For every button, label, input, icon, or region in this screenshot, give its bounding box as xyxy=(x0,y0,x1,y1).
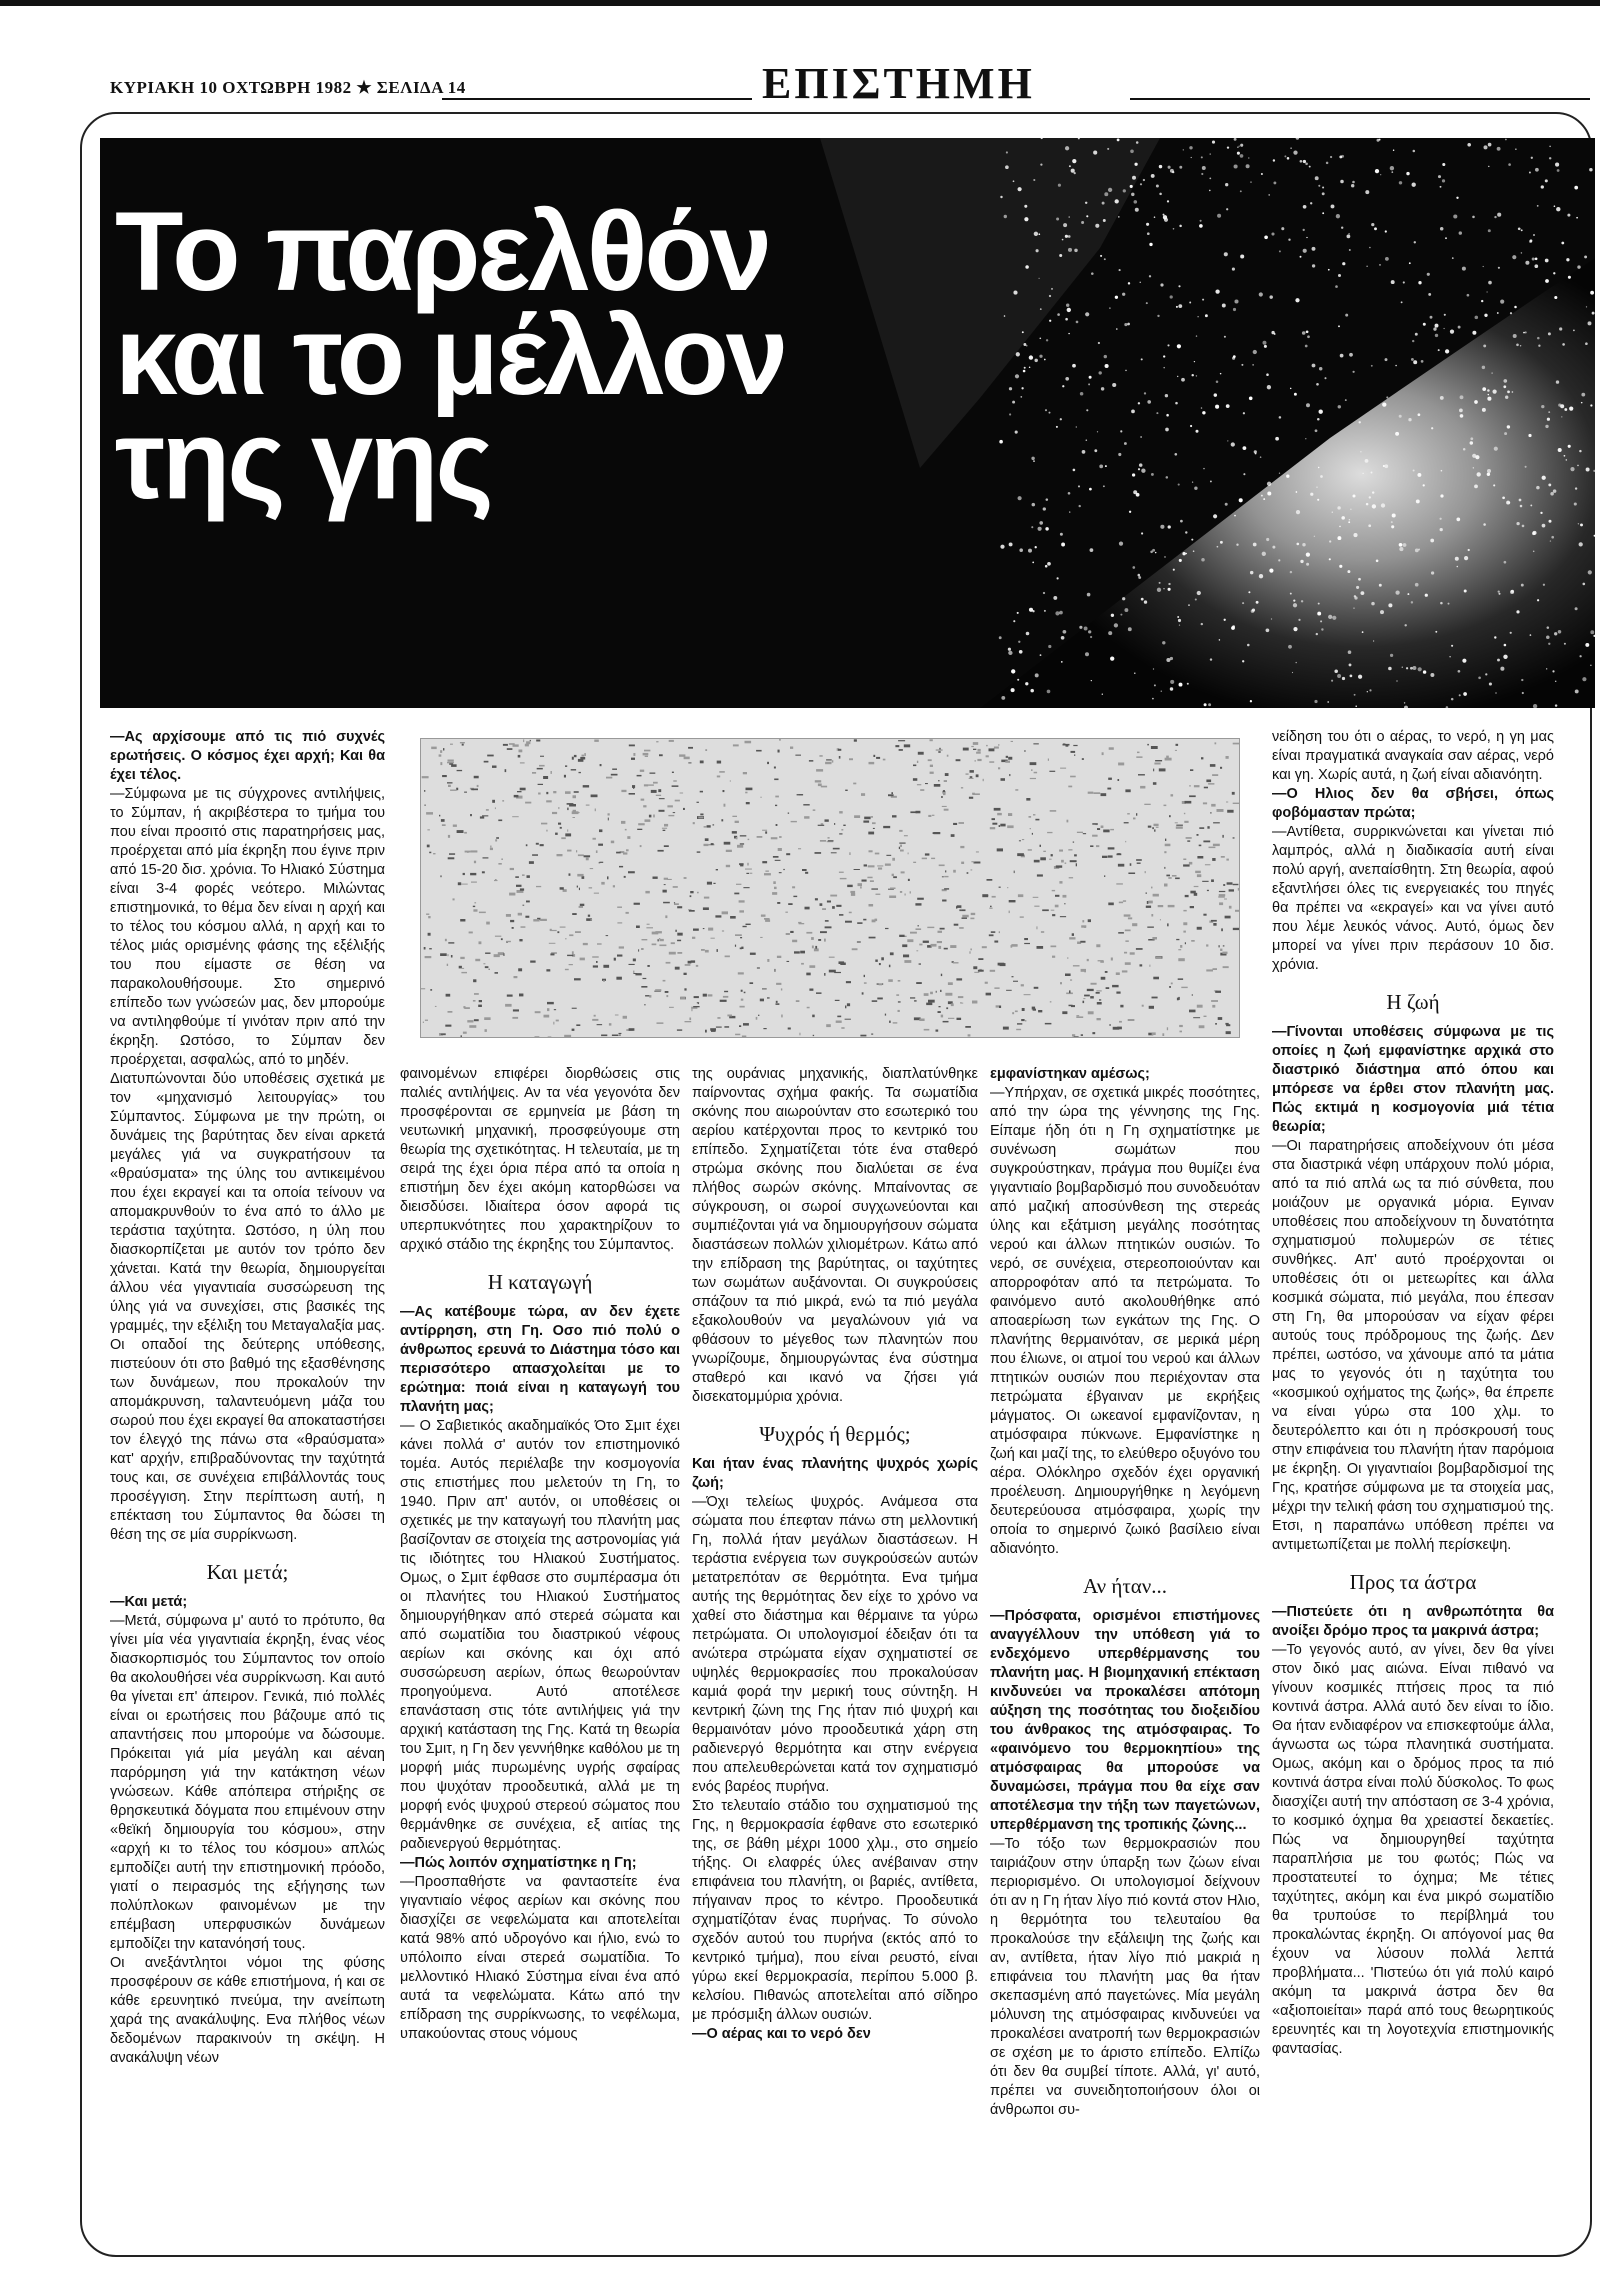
paragraph: εμφανίστηκαν αμέσως; xyxy=(990,1066,1150,1082)
headline-line-3: της γης xyxy=(115,397,491,522)
header-rule-right xyxy=(1130,98,1590,100)
heading-pros-ta-astra: Προς τα άστρα xyxy=(1349,1570,1477,1594)
inset-image xyxy=(420,738,1240,1038)
paragraph: —Ο Ηλιος δεν θα σβήσει, όπως φοβόμασταν πρώτα; xyxy=(1272,786,1554,821)
column-2 xyxy=(400,1065,680,2044)
noise-pattern xyxy=(421,739,1240,1038)
page-header xyxy=(110,59,1590,112)
column-4 xyxy=(990,1065,1260,2120)
col2-after xyxy=(400,1303,680,2044)
paragraph: —Υπήρχαν, σε σχετικά μικρές ποσότητες, από την ώρα της γέννησης της Γης. Είπαμε ήδη ότι η Γη σχηματίστηκε με συνένωση σωμάτων που συγκρούστηκαν, πράγμα που θυμίζει ένα γιγαντιαίο βομβαρδισμό που συνοδευόταν από μαζική αποσύνθεση της στερεάς ύλης και εξάτμιση μεγάλης ποσότητας νερού και άλλων πτητικών ουσιών. Το νερό, σε συνέχεια, στερεοποιούνταν και απορροφόταν από τα πετρώματα. Το φαινόμενο αυτό ακολουθήθηκε από αποαερίωση των εγκάτων της Γης. Ο πλανήτης θερμαινόταν, σε μερικά μέρη που έλιωνε, οι ατμοί του νερού και άλλων πτητικών ουσιών που περιέχονταν στα πετρώματα έβγαιναν με εκρήξεις μάγματος. Οι ωκεανοί εμφανίζονταν, η ατμόσφαιρα πύκνωνε. Εμφανίστηκε η ζωή και μαζί της, το ελεύθερο οξυγόνο του αέρα. Ολόκληρο σχεδόν έχει οργανική προέλευση. Δημιουργήθηκε η λεγόμενη δευτερεύουσα ατμόσφαιρα, χωρίς την οποία το σημερινό ζωικό βασίλειο είναι αδιανόητο. xyxy=(990,1085,1261,1557)
paragraph: —Και μετά; xyxy=(110,1594,188,1610)
col2-body xyxy=(400,1065,680,1255)
paragraph: Οι ανεξάντλητοι νόμοι της φύσης προσφέρουν σε κάθε επιστήμονα, ή και σε κάθε ερευνητικό πνεύμα, την ανείπωτη χαρά της ανακάλυψης. Ενα πλήθος νέων δεδομένων παρακινούν τη σκέψη. Η ανακάλυψη νέων xyxy=(110,1955,385,2066)
col1-body xyxy=(110,728,385,1545)
section-title: ΕΠΙΣΤΗΜΗ xyxy=(762,59,1035,108)
heading-psychros: Ψυχρός ή θερμός; xyxy=(759,1422,911,1446)
col1-after xyxy=(110,1593,385,2068)
paragraph: —Όχι τελείως ψυχρός. Ανάμεσα στα σώματα που έπεφταν πάνω στη μελλοντική Γη, πολλά ήταν μεγάλων διαστάσεων. Η τεράστια ενέργεια των συγκρούσεών αυτών μετατρεπόταν σε θερμότητα. Ενα τμήμα αυτής της θερμότητας δεν είχε το χρόνο να χαθεί στο διάστημα και θέρμαινε τα γύρω πετρώματα. Οι υπολογισμοί έδειξαν ότι τα ανώτερα στρώματα είχαν σχηματιστεί σε υψηλές θερμοκρασίες που προκαλούσαν καμιά φορά την μερική τους σύντηξη. Η κεντρική ζώνη της Γης ήταν πιό ψυχρή και θερμαινόταν μόνο προοδευτικά χάρη στη ραδιενεργό θερμότητα και στην ενέργεια που απελευθερώνεται κατά τον σχηματισμό ενός βαρέος πυρήνα. xyxy=(692,1494,978,1795)
column-1 xyxy=(110,728,385,2068)
paragraph: —Μετά, σύμφωνα μ' αυτό το πρότυπο, θα γίνει μία νέα γιγαντιαία έκρηξη, ένας νέος διασκορπισμός του Σύμπαντος τον οποίο θα ακολουθήσει νέα συρρίκνωση. Και αυτό θα γίνεται επ' άπειρον. Γενικά, πιό πολλές είναι οι ερωτήσεις που βάζουμε από τις απαντήσεις που μπορούμε να δώσουμε. Πρόκειται γιά μία μεγάλη και αέναη παρόρμηση γιά την κατάκτηση νέων γνώσεων. Κάθε απόπειρα στήριξης σε θρησκευτικά δόγματα που επιμένουν στην «θεϊκή δημιουργία του κόσμου», στην «αρχή κι το τέλος του κόσμου» απλώς εμποδίζει αυτή την επιστημονική πρόοδο, γιατί ο πειρασμός της εξήγησης των πολύπλοκων φαινομένων με την επέμβαση υπερφυσικών δυνάμεων εμποδίζει την κατανόησή τους. xyxy=(110,1613,385,1952)
col5-after2 xyxy=(1272,1603,1554,2059)
paragraph: —Γίνονται υποθέσεις σύμφωνα με τις οποίες η ζωή εμφανίστηκε αρχικά στο διαστρικό διάστημα από όπου και μπόρεσε να έρθει στον πλανήτη μας. Πώς εκτιμά η κοσμογονία μιά τέτια θεωρία; xyxy=(1272,1024,1554,1135)
column-3 xyxy=(692,1065,978,2044)
date-line: ΚΥΡΙΑΚΗ 10 ΟΧΤΩΒΡΗ 1982 ★ ΣΕΛΙΔΑ 14 xyxy=(110,78,466,97)
col4-after xyxy=(990,1607,1260,2120)
paragraph: — Ο Σαβιετικός ακαδημαϊκός Ότο Σμιτ έχει κάνει πολλά σ' αυτόν τον επιστημονικό τομέα. Αυτός περιέλαβε την κοσμογονία στις επιστήμες που μελετούν τη Γη, το 1940. Πριν απ' αυτόν, οι υποθέσεις οι σχετικές με την καταγωγή του πλανήτη μας βασίζονταν σε στοιχεία της αστρονομίας γιά τις ιδιότητες του Ηλιακού Συστήματος. Ομως, ο Σμιτ έφθασε στο συμπέρασμα ότι οι πλανήτες του Ηλιακού Συστήματος δημιουργήθηκαν από στερεά σώματα και από σωματίδια του διαστρικού νέφους αερίων και σκόνης και όχι από συσσώρευση αερίων, όπως θεωρούνταν προηγούμενα. Αυτό αποτέλεσε επανάσταση στις τότε αντιλήψεις γιά την αρχική κατάσταση της Γης. Κατά τη θεωρία του Σμιτ, η Γη δεν γεννήθηκε καθόλου με τη μορφή μιάς πυρωμένης υγρής σφαίρας που ψυχόταν προοδευτικά, αλλά με τη μορφή ενός ψυχρού στερεού σώματος που θερμάνθηκε σε συνέχεια, εξ αιτίας της ραδιενεργού θερμότητας. xyxy=(400,1418,680,1852)
paragraph: —Ο αέρας και το νερό δεν xyxy=(692,2026,871,2042)
headline-line-2: και το μέλλον xyxy=(115,293,786,418)
paragraph: —Αντίθετα, συρρικνώνεται και γίνεται πιό λαμπρός, αλλά η διαδικασία αυτή είναι πολύ αργή, ανεπαίσθητη. Στη θεωρία, αφού εξαντλήσει όλες τις ενεργειακές του πηγές θα πρέπει να «εκραγεί» και να γίνει αυτό που λέμε λευκός νάνος. Αυτό, όμως δεν μπορεί να γίνει πριν περάσουν 10 δισ. χρόνια. xyxy=(1272,824,1554,973)
top-rule xyxy=(0,0,1600,6)
paragraph: —Οι παρατηρήσεις αποδείχνουν ότι μέσα στα διαστρικά νέφη υπάρχουν πολύ μόρια, από τα πιό απλά ως τα πιό σύνθετα, που μοιάζουν με οργανικά μόρια. Εγιναν υποθέσεις που αποδείχνουν τη δυνατότητα σχηματισμού πολυμερών σε τέτιες συνθήκες. Απ' αυτό προέρχονται οι υποθέσεις ότι οι μετεωρίτες και άλλα κοσμικά σώματα, πιό μεγάλα, που έπεσαν στη Γη, θα μπορούσαν να είχαν φέρει αυτούς τους πρόδρομους της ζωής. Δεν πρέπει, ωστόσο, να χάνουμε από τα μάτια μας το γεγονός ότι η ταχύτητα του «κοσμικού οχήματος της ζωής», θα έπρεπε να είναι γύρω στα 100 χλμ. το δευτερόλεπτο και ότι η πρόσκρουσή τους στην επιφάνεια του πλανήτη ήταν παρόμοια με έκρηξη. Οι γιγαντιαίοι βομβαρδισμοί της Γης, κρατήσε σύμφωνα με τα στοιχεία μας, μέχρι την τελική φάση του σχηματισμού της. Ετσι, η παραπάνω υπόθεση πρέπει να αντιμετωπίζεται με πολλή περίσκεψη. xyxy=(1272,1138,1554,1553)
paragraph: της ουράνιας μηχανικής, διαπλατύνθηκε παίρνοντας σχήμα φακής. Τα σωματίδια σκόνης που αιωρούνταν στο εσωτερικό του αερίου κατέρχονται προς το κεντρικό του επίπεδο. Σχηματίζεται τότε ένα σταθερό στρώμα σκόνης που διαλύεται σε ένα πλήθος σωρών σκόνης. Μπαίνοντας σε σύγκρουση, οι σωροί συγχωνεύονται και συμπιέζονται γιά να δημιουργήσουν σώματα διαστάσεων πολλών χιλιομέτρων. Κάτω από την επίδραση της βαρύτητας, οι ταχύτητες των σωμάτων αυξάνονται. Οι συγκρούσεις σπάζουν τα πιό μικρά, ενώ τα πιό μεγάλα εξακολουθούν να μεγαλώνουν γιά να φθάσουν το μέγεθος των πλανητών που γνωρίζουμε, δημιουργώντας ένα σύστημα σταθερό και ικανό να ζήσει γιά δισεκατομμύρια χρόνια. xyxy=(692,1066,978,1405)
paragraph: —Το τόξο των θερμοκρασιών που ταιριάζουν στην ύπαρξη των ζώων είναι περιορισμένο. Οι υπολογισμοί δείχνουν ότι αν η Γη ήταν λίγο πιό κοντά στον Ηλιο, η θερμότητα του τελευταίου θα προκαλούσε την εξάλειψη της ζωής και αν, αντίθετα, ήταν λίγο πιό μακριά η επιφάνεια του πλανήτη μας θα ήταν σκεπασμένη από παγετώνες. Μία μεγάλη μόλυνση της ατμόσφαιρας κινδυνεύει να προκαλέσει ανατροπή των θερμοκρασιών σε σχέση με το άριστο επίπεδο. Ελπίζω ότι δεν θα συμβεί τίποτε. Αλλά, γι' αυτό, πρέπει να συνειδητοποιήσουν όλοι οι άνθρωποι συ- xyxy=(990,1836,1260,2118)
col5-after xyxy=(1272,1023,1554,1555)
column-5 xyxy=(1272,728,1554,2059)
paragraph: —Προσπαθήστε να φανταστείτε ένα γιγαντιαίο νέφος αερίων και σκόνης που διασχίζει σε νεφελώματα και αποτελείται κατά 98% από υδρογόνο και ήλιο, ενώ το υπόλοιπο είναι στερεά σωματίδια. Το μελλοντικό Ηλιακό Σύστημα είναι ένα από αυτά τα νεφελώματα. Κάτω από την επίδραση της συρρίκνωσης, το νεφέλωμα, υπακούοντας στους νόμους xyxy=(400,1874,680,2042)
paragraph: —Πρόσφατα, ορισμένοι επιστήμονες αναγγέλλουν την υπόθεση γιά το ενδεχόμενο υπερθέρμανσης του πλανήτη μας. Η βιομηχανική επέκταση κινδυνεύει να προκαλέσει απότομη αύξηση της ποσότητας του διοξειδίου του άνθρακος της ατμόσφαιρας. Το «φαινόμενο του θερμοκηπίου» της ατμόσφαιρας θα μπορούσε να δυναμώσει, πράγμα που θα είχε σαν αποτέλεσμα την τήξη των παγετώνων, υπερθέρμανση της τροπικής ζώνης... xyxy=(990,1608,1260,1833)
heading-an-itan: Αν ήταν... xyxy=(1082,1574,1168,1598)
col3-after xyxy=(692,1455,978,2044)
heading-kai-meta: Και μετά; xyxy=(206,1560,289,1584)
paragraph: Διατυπώνονται δύο υποθέσεις σχετικά με τον «μηχανισμό λειτουργίας» του Σύμπαντος. Σύμφωνα με την πρώτη, οι δυνάμεις της βαρύτητας δεν είναι αρκετά μεγάλες γιά να συγκρατήσουν τα «θραύσματα» της ύλης του αντικειμένου που έχει εκραγεί και τα οποία τείνουν να απομακρυνθούν το ένα από το άλλο με τεράστια ταχύτητα. Ωστόσο, η ύλη που διασκορπίζεται με αυτόν τον τρόπο δεν χάνεται. Κατά την θεωρία, δημιουργείται άλλου νέα γιγαντιαία συσσώρευση της ύλης γιά να συνεχίσει, στις βασικές της γραμμές, την εξέλιξη του Μεταγαλαξία μας. Οι οπαδοί της δεύτερης υπόθεσης, πιστεύουν ότι στο βαθμό της εξασθένησης των δυνάμεων, που προκαλούν την απομάκρυνση, ταλαντευόμενη μάζα του σωρού που έχει εκραγεί θα αποκαταστήσει τον έλεγχό της πάνω στα «θραύσματα» κατ' αρχήν, επιβραδύνοντας την ταχύτητά τους και, σε συνέχεια επιβάλλοντάς τους προσέγγιση. Στην περίπτωση αυτή, η επέκταση του Σύμπαντος θα δώσει τη θέση της σε μία συρρίκνωση. xyxy=(110,1071,385,1543)
paragraph: —Ας αρχίσουμε από τις πιό συχνές ερωτήσεις. Ο κόσμος έχει αρχή; Και θα έχει τέλος. xyxy=(110,729,385,783)
headline xyxy=(115,189,955,522)
paragraph: —Πώς λοιπόν σχηματίστηκε η Γη; xyxy=(400,1855,637,1871)
heading-i-zoi: Η ζωή xyxy=(1386,990,1440,1014)
paragraph: —Σύμφωνα με τις σύγχρονες αντιλήψεις, το Σύμπαν, ή ακριβέστερα το τμήμα του που είναι προσιτό στις παρατηρήσεις μας, προέρχεται από μία έκρηξη που έγινε πριν από 15-20 δισ. χρόνια. Το Ηλιακό Σύστημα είναι 3-4 φορές νεότερο. Μιλώντας επιστημονικά, το θέμα δεν είναι η αρχή και το τέλος του κόσμου αλλά, η αρχή και το τέλος μιάς ορισμένης φάσης της εξέλιξής του που είμαστε σε θέση να παρακολουθήσουμε. Στο σημερινό επίπεδο των γνώσεών μας, δεν μπορούμε να αντιληφθούμε τί γινόταν πριν από την έκρηξη. Ωστόσο, το Σύμπαν δεν προέρχεται, ασφαλώς, από το μηδέν. xyxy=(110,786,385,1068)
headline-line-1: Το παρελθόν xyxy=(115,189,770,314)
paragraph: Στο τελευταίο στάδιο του σχηματισμού της Γης, η θερμοκρασία έφθανε στο εσωτερικό της, σε βάθη μέχρι 1000 χλμ., στο σημείο τήξης. Οι ελαφρές ύλες ανέβαιναν στην επιφάνεια του πλανήτη, οι βαριές, αντίθετα, πήγαιναν προς το κέντρο. Προοδευτικά σχηματίζόταν ένας πυρήνας. Το σύνολο σχεδόν αυτού του πυρήνα (εκτός από το κεντρικό τμήμα), που είναι ρευστό, είναι γύρω εκεί θερμοκρασία, περίπου 5.000 β. κελσίου. Πιθανώς αποτελείται από σίδηρο με πρόσμιξη άλλων ουσιών. xyxy=(692,1798,978,2023)
paragraph: νείδηση του ότι ο αέρας, το νερό, η γη μας είναι πραγματικά αναγκαία σαν αέρας, νερό και γη. Χωρίς αυτά, η ζωή είναι αδιανόητη. xyxy=(1272,729,1554,783)
paragraph: Και ήταν ένας πλανήτης ψυχρός χωρίς ζωή; xyxy=(692,1456,978,1491)
col4-body xyxy=(990,1065,1260,1559)
col3-body xyxy=(692,1065,978,1407)
paragraph: —Πιστεύετε ότι η ανθρωπότητα θα ανοίξει δρόμο προς τα μακρινά άστρα; xyxy=(1272,1604,1554,1639)
header-rule-left xyxy=(442,98,752,100)
paragraph: —Ας κατέβουμε τώρα, αν δεν έχετε αντίρρηση, στη Γη. Οσο πιό πολύ ο άνθρωπος ερευνά το Διάστημα τόσο και περισσότερο απασχολείται με το ερώτημα: ποιά είναι η καταγωγή του πλανήτη μας; xyxy=(400,1304,680,1415)
heading-katagogi: Η καταγωγή xyxy=(487,1270,593,1294)
paragraph: φαινομένων επιφέρει διορθώσεις στις παλιές αντιλήψεις. Αν τα νέα γεγονότα δεν προσφέρονται σε ερμηνεία με βάση τη νευτωνική μηχανική, προσφεύγουμε στη θεωρία της σχετικότητας. Η τελευταία, με τη σειρά της έχει όρια πέρα από τα οποία η επιστήμη δεν έχει ακόμη κατορθώσει να διεισδύσει. Ιδιαίτερα όσον αφορά τις υπερπυκνότητες που χαρακτηρίζουν το αρχικό στάδιο της έκρηξης του Σύμπαντος. xyxy=(400,1066,680,1253)
col5-body xyxy=(1272,728,1554,975)
paragraph: —Το γεγονός αυτό, αν γίνει, δεν θα γίνει στον δικό μας αιώνα. Είναι πιθανό να γίνουν κοσμικές πτήσεις προς τα πιό κοντινά άστρα. Αλλά αυτό δεν είναι το ίδιο. Θα ήταν ενδιαφέρον να επισκεφτούμε άλλα, άγνωστα ως τώρα πλανητικά συστήματα. Ομως, ακόμη και ο δρόμος προς τα πιό κοντινά άστρα είναι πολύ δύσκολος. Το φως διασχίζει αυτή την απόσταση σε 3-4 χρόνια, το κοσμικό όχημα θα χρειαστεί δεκαετίες. Πώς να δημιουργηθεί ταχύτητα παραπλήσια με του φωτός; Πώς να προστατευτεί το όχημα; Με τέτιες ταχύτητες, ακόμη και ένα μικρό σωματίδιο θα τρυπούσε το περίβλημά του προκαλώντας έκρηξη. Οι απόγονοί μας θα έχουν να λύσουν πολλά λεπτά προβλήματα... 'Πιστεύω ότι γιά πολύ καιρό ακόμη τα μακρινά άστρα δεν θα «αξιοποιείται» παρά από τους θεωρητικούς ερευνητές και τη λογοτεχνία επιστημονικής φαντασίας. xyxy=(1272,1642,1554,2057)
